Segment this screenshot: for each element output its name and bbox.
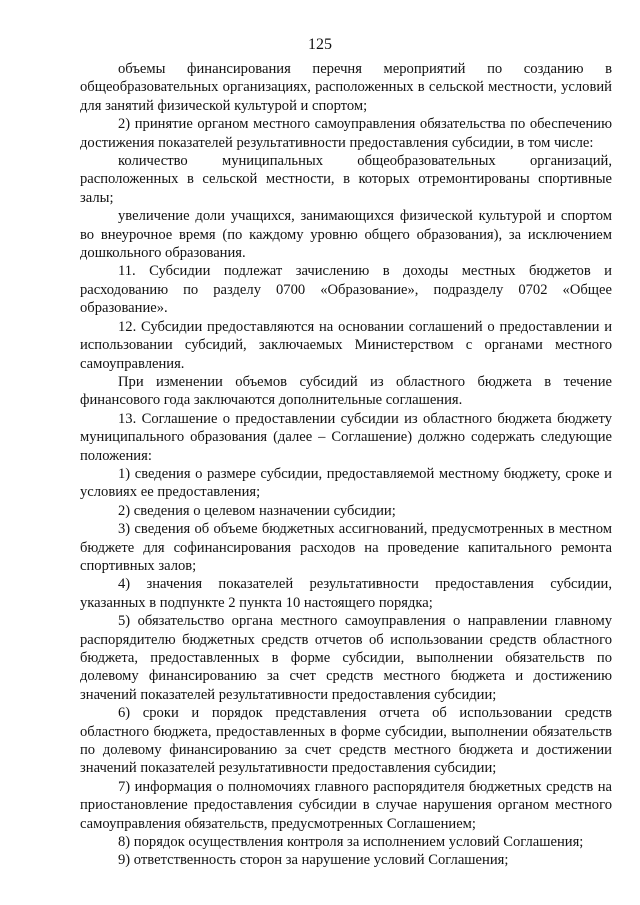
paragraph: объемы финансирования перечня мероприятий по созданию в общеобразовательных организациях, расположенных в сельской местности, условий для занятий физической культурой и спортом; (80, 61, 612, 114)
paragraph: 6) сроки и порядок представления отчета об использовании средств областного бюджета, предоставленных в форме субсидии, выполнении обязательств по долевому финансированию за счет средств местного бюджета и достижении значений показателей результативности предоставления субсидии; (80, 705, 612, 777)
page-number: 125 (308, 36, 332, 53)
document-body (80, 60, 612, 870)
paragraph: 9) ответственность сторон за нарушение условий Соглашения; (118, 852, 509, 869)
paragraph: 11. Субсидии подлежат зачислению в доходы местных бюджетов и расходованию по разделу 0700 «Образование», подразделу 0702 «Общее образование». (80, 263, 612, 317)
paragraph: увеличение доли учащихся, занимающихся физической культурой и спортом во внеурочное время (по каждому уровню общего образования), за исключением дошкольного образования. (80, 208, 612, 262)
paragraph: 2) принятие органом местного самоуправления обязательства по обеспечению достижения показателей результативности предоставления субсидии, в том числе: (80, 116, 612, 151)
paragraph: 7) информация о полномочиях главного распорядителя бюджетных средств на приостановление предоставления субсидии в случае нарушения органом местного самоуправления обязательств, предусмотренных Соглашением; (80, 778, 612, 832)
paragraph: 4) значения показателей результативности предоставления субсидии, указанных в подпункте 2 пункта 10 настоящего порядка; (80, 576, 612, 611)
paragraph: 2) сведения о целевом назначении субсидии; (118, 502, 396, 519)
paragraph: При изменении объемов субсидий из областного бюджета в течение финансового года заключаются дополнительные соглашения. (80, 373, 612, 409)
paragraph: 12. Субсидии предоставляются на основании соглашений о предоставлении и использовании субсидий, заключаемых Министерством с органами местного самоуправления. (80, 318, 612, 372)
paragraph: количество муниципальных общеобразовательных организаций, расположенных в сельской местности, в которых отремонтированы спортивные залы; (80, 153, 612, 206)
paragraph: 8) порядок осуществления контроля за исполнением условий Соглашения; (118, 834, 584, 851)
paragraph: 13. Соглашение о предоставлении субсидии из областного бюджета бюджету муниципального образования (далее – Соглашение) должно содержать следующие положения: (80, 410, 612, 464)
paragraph: 5) обязательство органа местного самоуправления о направлении главному распорядителю бюджетных средств отчетов об использовании средств областного бюджета, предоставленных в форме субсидии, выполнении обязательств по долевому финансированию за счет средств местного бюджета и достижению значений показателей результативности предоставления субсидии; (80, 613, 612, 703)
paragraph: 1) сведения о размере субсидии, предоставляемой местному бюджету, сроке и условиях ее предоставления; (80, 465, 612, 501)
paragraph: 3) сведения об объеме бюджетных ассигнований, предусмотренных в местном бюджете для софинансирования расходов на проведение капитального ремонта спортивных залов; (80, 521, 612, 574)
